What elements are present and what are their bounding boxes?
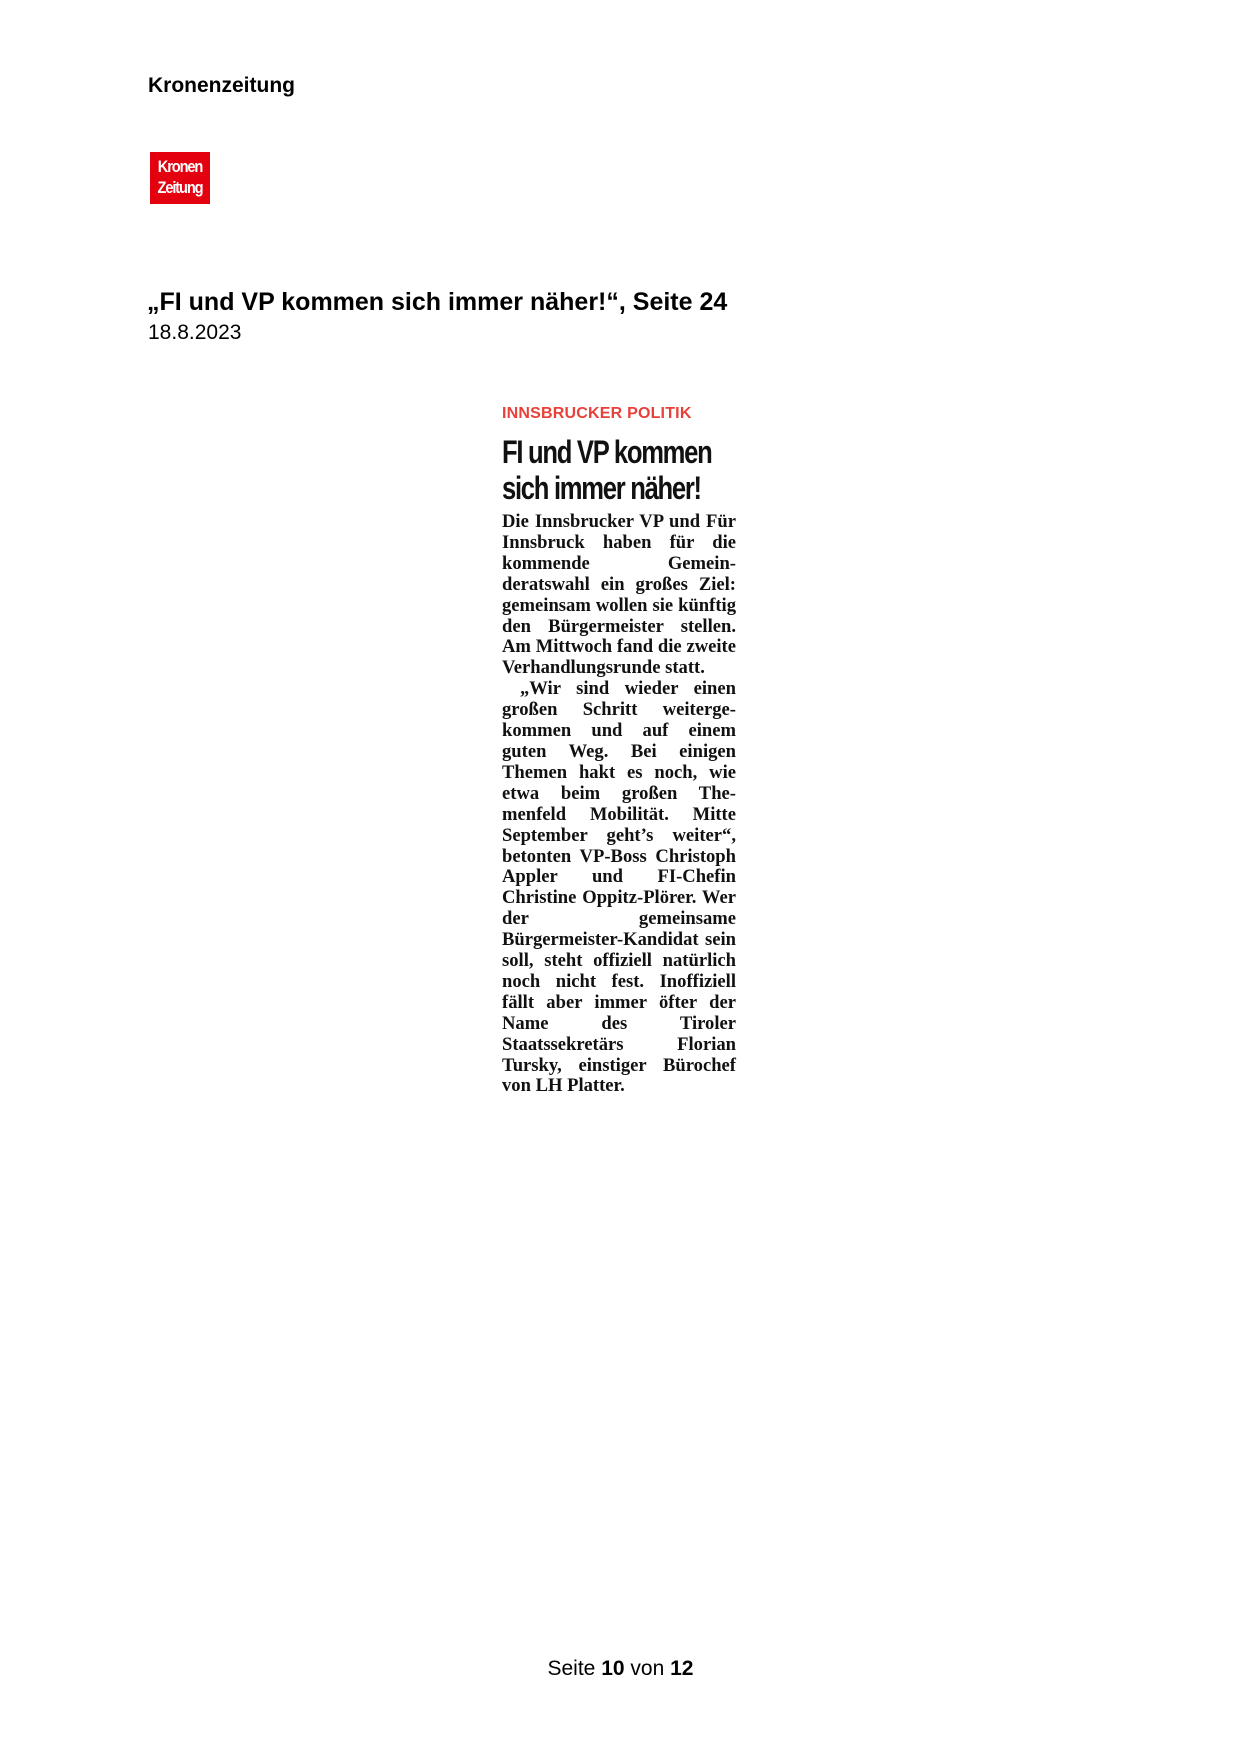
footer-separator: von (630, 1657, 665, 1680)
article-paragraph-2: „Wir sind wieder einen großen Schritt weitergekommen und auf einem guten Weg. Bei einigen Themen hakt es noch, wie etwa beim großen Themenfeld Mobilität. Mitte September geht’s weiter“, betonten VP-Boss Christoph Appler und FI-Chefin Christine Oppitz-Plörer. Wer der gemeinsame Bürgermeister-Kandidat sein soll, steht offiziell natürlich noch nicht fest. Inoffiziell fällt aber immer öfter der Name des Tiroler Staatssekretärs Florian Tursky, einstiger Bürochef von LH Platter. (502, 678, 736, 1097)
article-rubric: INNSBRUCKER POLITIK (502, 405, 692, 422)
logo-line-1: Kronen (157, 157, 203, 176)
page-footer (0, 1656, 1241, 1682)
article-headline (502, 434, 742, 506)
publication-name: Kronenzeitung (148, 74, 295, 97)
article-paragraph-1: Die Innsbrucker VP und Für Innsbruck haben für die kommende Gemeinderatswahl ein großes Ziel: gemeinsam wollen sie künftig den Bürgermeister stellen. Am Mittwoch fand die zweite Verhandlungsrunde statt. (502, 511, 736, 679)
document-title: „FI und VP kommen sich immer näher!“, Seite 24 (147, 288, 728, 316)
document-date: 18.8.2023 (148, 321, 242, 344)
kronen-zeitung-logo (150, 152, 210, 204)
footer-total-pages: 12 (670, 1657, 694, 1680)
article-clipping (502, 404, 736, 1097)
footer-current-page: 10 (601, 1657, 625, 1680)
logo-line-2: Zeitung (157, 178, 203, 197)
headline-line-1: FI und VP kommen (502, 434, 712, 470)
footer-prefix: Seite (547, 1657, 596, 1680)
headline-line-2: sich immer näher! (502, 470, 701, 506)
